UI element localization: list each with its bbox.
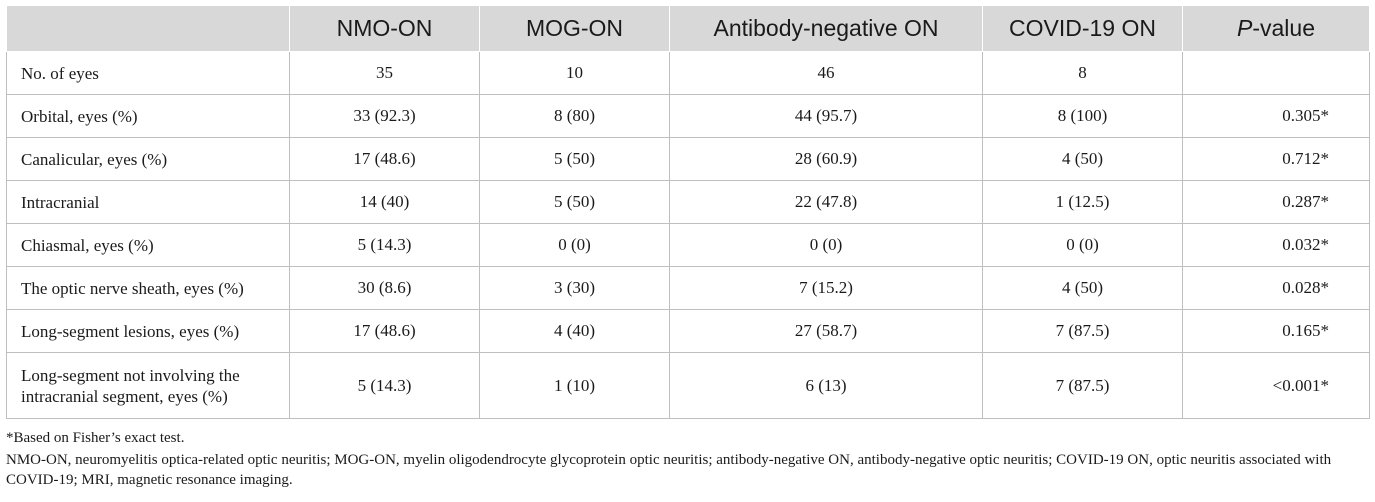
row-label: Intracranial [7, 181, 290, 224]
cell-p-value: 0.287* [1183, 181, 1370, 224]
cell-covid-19-on: 8 [983, 52, 1183, 95]
cell-mog-on: 0 (0) [480, 224, 670, 267]
header-cell-p-value [1183, 6, 1370, 52]
table-row [7, 138, 1370, 181]
header-cell-nmo-on: NMO-ON [290, 6, 480, 52]
table-row [7, 267, 1370, 310]
row-label: The optic nerve sheath, eyes (%) [7, 267, 290, 310]
cell-nmo-on: 5 (14.3) [290, 224, 480, 267]
cell-mog-on: 10 [480, 52, 670, 95]
cell-nmo-on: 30 (8.6) [290, 267, 480, 310]
cell-mog-on: 3 (30) [480, 267, 670, 310]
header-cell-mog-on: MOG-ON [480, 6, 670, 52]
cell-antibody-negative-on: 7 (15.2) [670, 267, 983, 310]
p-value-header-italic: P [1237, 15, 1253, 41]
row-label: Chiasmal, eyes (%) [7, 224, 290, 267]
cell-mog-on: 4 (40) [480, 310, 670, 353]
table-row [7, 224, 1370, 267]
row-label: Long-segment lesions, eyes (%) [7, 310, 290, 353]
header-cell-label [7, 6, 290, 52]
cell-covid-19-on: 4 (50) [983, 138, 1183, 181]
header-cell-covid-19-on: COVID-19 ON [983, 6, 1183, 52]
cell-mog-on: 5 (50) [480, 181, 670, 224]
cell-covid-19-on: 8 (100) [983, 95, 1183, 138]
cell-nmo-on: 33 (92.3) [290, 95, 480, 138]
cell-p-value [1183, 52, 1370, 95]
row-label: Long-segment not involving the intracranial segment, eyes (%) [7, 353, 290, 419]
cell-p-value: 0.032* [1183, 224, 1370, 267]
table-row [7, 95, 1370, 138]
cell-nmo-on: 5 (14.3) [290, 353, 480, 419]
cell-antibody-negative-on: 6 (13) [670, 353, 983, 419]
header-row [7, 6, 1370, 52]
table-footnotes [6, 428, 1369, 490]
cell-nmo-on: 35 [290, 52, 480, 95]
results-table [6, 5, 1370, 419]
cell-covid-19-on: 0 (0) [983, 224, 1183, 267]
results-table-container [6, 5, 1369, 419]
cell-covid-19-on: 4 (50) [983, 267, 1183, 310]
cell-antibody-negative-on: 46 [670, 52, 983, 95]
footnote-abbreviations: NMO-ON, neuromyelitis optica-related optic neuritis; MOG-ON, myelin oligodendrocyte glycoprotein optic neuritis; antibody-negative ON, antibody-negative optic neuritis; COVID-19 ON, optic neuritis associated with COVID-19; MRI, magnetic resonance imaging. [6, 452, 1332, 488]
table-row [7, 353, 1370, 419]
cell-covid-19-on: 7 (87.5) [983, 353, 1183, 419]
cell-antibody-negative-on: 44 (95.7) [670, 95, 983, 138]
p-value-header-rest: -value [1252, 15, 1315, 41]
cell-mog-on: 8 (80) [480, 95, 670, 138]
row-label: No. of eyes [7, 52, 290, 95]
row-label: Canalicular, eyes (%) [7, 138, 290, 181]
cell-covid-19-on: 7 (87.5) [983, 310, 1183, 353]
cell-p-value: 0.028* [1183, 267, 1370, 310]
cell-antibody-negative-on: 27 (58.7) [670, 310, 983, 353]
cell-p-value: 0.712* [1183, 138, 1370, 181]
cell-antibody-negative-on: 22 (47.8) [670, 181, 983, 224]
table-row [7, 181, 1370, 224]
cell-mog-on: 1 (10) [480, 353, 670, 419]
cell-antibody-negative-on: 28 (60.9) [670, 138, 983, 181]
cell-mog-on: 5 (50) [480, 138, 670, 181]
cell-covid-19-on: 1 (12.5) [983, 181, 1183, 224]
header-cell-antibody-negative-on: Antibody-negative ON [670, 6, 983, 52]
table-row [7, 52, 1370, 95]
cell-nmo-on: 14 (40) [290, 181, 480, 224]
cell-p-value: <0.001* [1183, 353, 1370, 419]
cell-nmo-on: 17 (48.6) [290, 310, 480, 353]
cell-p-value: 0.305* [1183, 95, 1370, 138]
footnote-fisher-test: *Based on Fisher’s exact test. [6, 430, 185, 446]
cell-p-value: 0.165* [1183, 310, 1370, 353]
cell-antibody-negative-on: 0 (0) [670, 224, 983, 267]
table-row [7, 310, 1370, 353]
row-label: Orbital, eyes (%) [7, 95, 290, 138]
cell-nmo-on: 17 (48.6) [290, 138, 480, 181]
